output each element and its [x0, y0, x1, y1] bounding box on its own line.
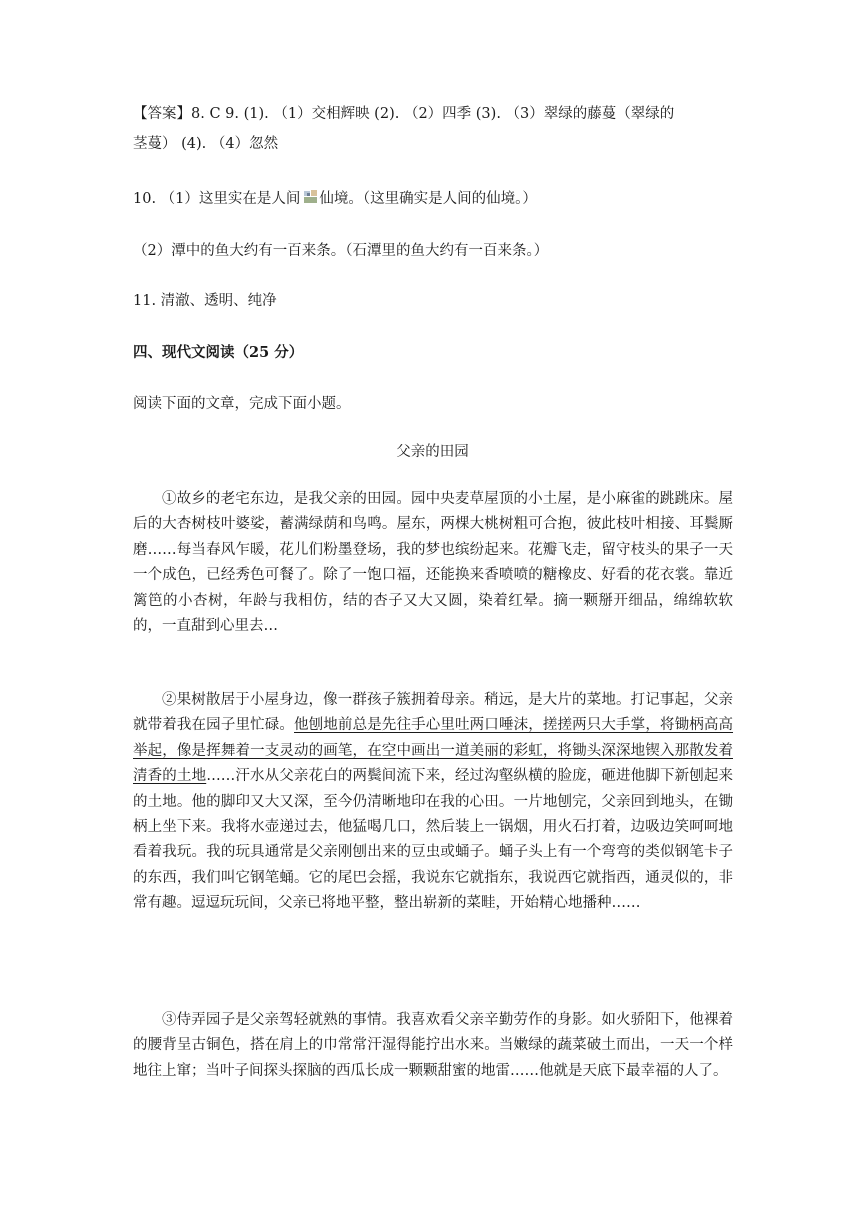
paragraph-2-text [133, 688, 733, 917]
paragraph-2-underlined: 他刨地前总是先往手心里吐两口唾沫，搓搓两只大手掌，将锄柄高高举起，像是挥舞着一支灵动的画笔，在空中画出一道美丽的彩虹，将锄头深深地锲入那散发着清香的土地 [133, 717, 734, 785]
paragraph-3-text: ③侍弄园子是父亲驾轻就熟的事情。我喜欢看父亲辛勤劳作的身影。如火骄阳下，他裸着的腰背呈古铜色，搭在肩上的巾常常汗湿得能拧出水来。当嫩绿的蔬菜破土而出，一天一个样地往上窜；当叶子间探头探脑的西瓜长成一颗颗甜蜜的地雷……他就是天底下最幸福的人了。 [133, 1012, 733, 1079]
answer-q10-1 [133, 190, 733, 208]
inline-image-icon [304, 190, 317, 204]
answer-q10-1-after: 仙境。（这里确实是人间的仙境。） [319, 191, 537, 207]
answer-line-2: 茎蔓） (4). （4）忽然 [133, 136, 279, 152]
article-paragraph-1 [133, 487, 733, 639]
article-paragraph-3 [133, 1008, 733, 1084]
answer-q11: 11. 清澈、透明、纯净 [133, 293, 277, 309]
paragraph-2-rest: ……汗水从父亲花白的两鬓间流下来，经过沟壑纵横的脸庞，砸进他脚下新刨起来的土地。他的脚印又大又深，至今仍清晰地印在我的心田。一片地刨完，父亲回到地头，在锄柄上坐下来。我将水壶递过去，他猛喝几口，然后装上一锅烟，用火石打着，边吸边笑呵呵地看着我玩。我的玩具通常是父亲刚刨出来的豆虫或蛹子。蛹子头上有一个弯弯的类似钢笔卡子的东西，我们叫它钢笔蛹。它的尾巴会摇，我说东它就指东，我说西它就指西，通灵似的，非常有趣。逗逗玩玩间，父亲已将地平整，整出崭新的菜畦，开始精心地播种…… [133, 768, 734, 912]
article-paragraph-2 [133, 688, 733, 917]
answer-line-1: 【答案】8. C 9. (1). （1）交相辉映 (2). （2）四季 (3). （3）翠绿的藤蔓（翠绿的 [133, 106, 675, 122]
answer-q10-1-before: 10. （1）这里实在是人间 [133, 191, 301, 207]
section-heading: 四、现代文阅读（25 分） [133, 344, 304, 361]
paragraph-1-text: ①故乡的老宅东边，是我父亲的田园。园中央麦草屋顶的小土屋，是小麻雀的跳跳床。屋后的大杏树枝叶婆娑，蓄满绿荫和鸟鸣。屋东，两棵大桃树粗可合抱，彼此枝叶相接、耳鬓厮磨……每当春风乍暖，花儿们粉墨登场，我的梦也缤纷起来。花瓣飞走，留守枝头的果子一天一个成色，已经秀色可餐了。除了一饱口福，还能换来香喷喷的糖橡皮、好看的花衣裳。靠近篱笆的小杏树，年龄与我相仿，结的杏子又大又圆，染着红晕。摘一颗掰开细品，绵绵软软的，一直甜到心里去… [133, 491, 733, 635]
section-instruction: 阅读下面的文章，完成下面小题。 [133, 396, 351, 412]
answer-q10-2: （2）潭中的鱼大约有一百来条。（石潭里的鱼大约有一百来条。） [133, 243, 549, 259]
article-title: 父亲的田园 [396, 444, 469, 460]
paragraph-2-intro: ②果树散居于小屋身边，像一群孩子簇拥着母亲。稍远，是大片的菜地。打记事起，父亲就带着我在园子里忙碌。 [133, 692, 733, 734]
